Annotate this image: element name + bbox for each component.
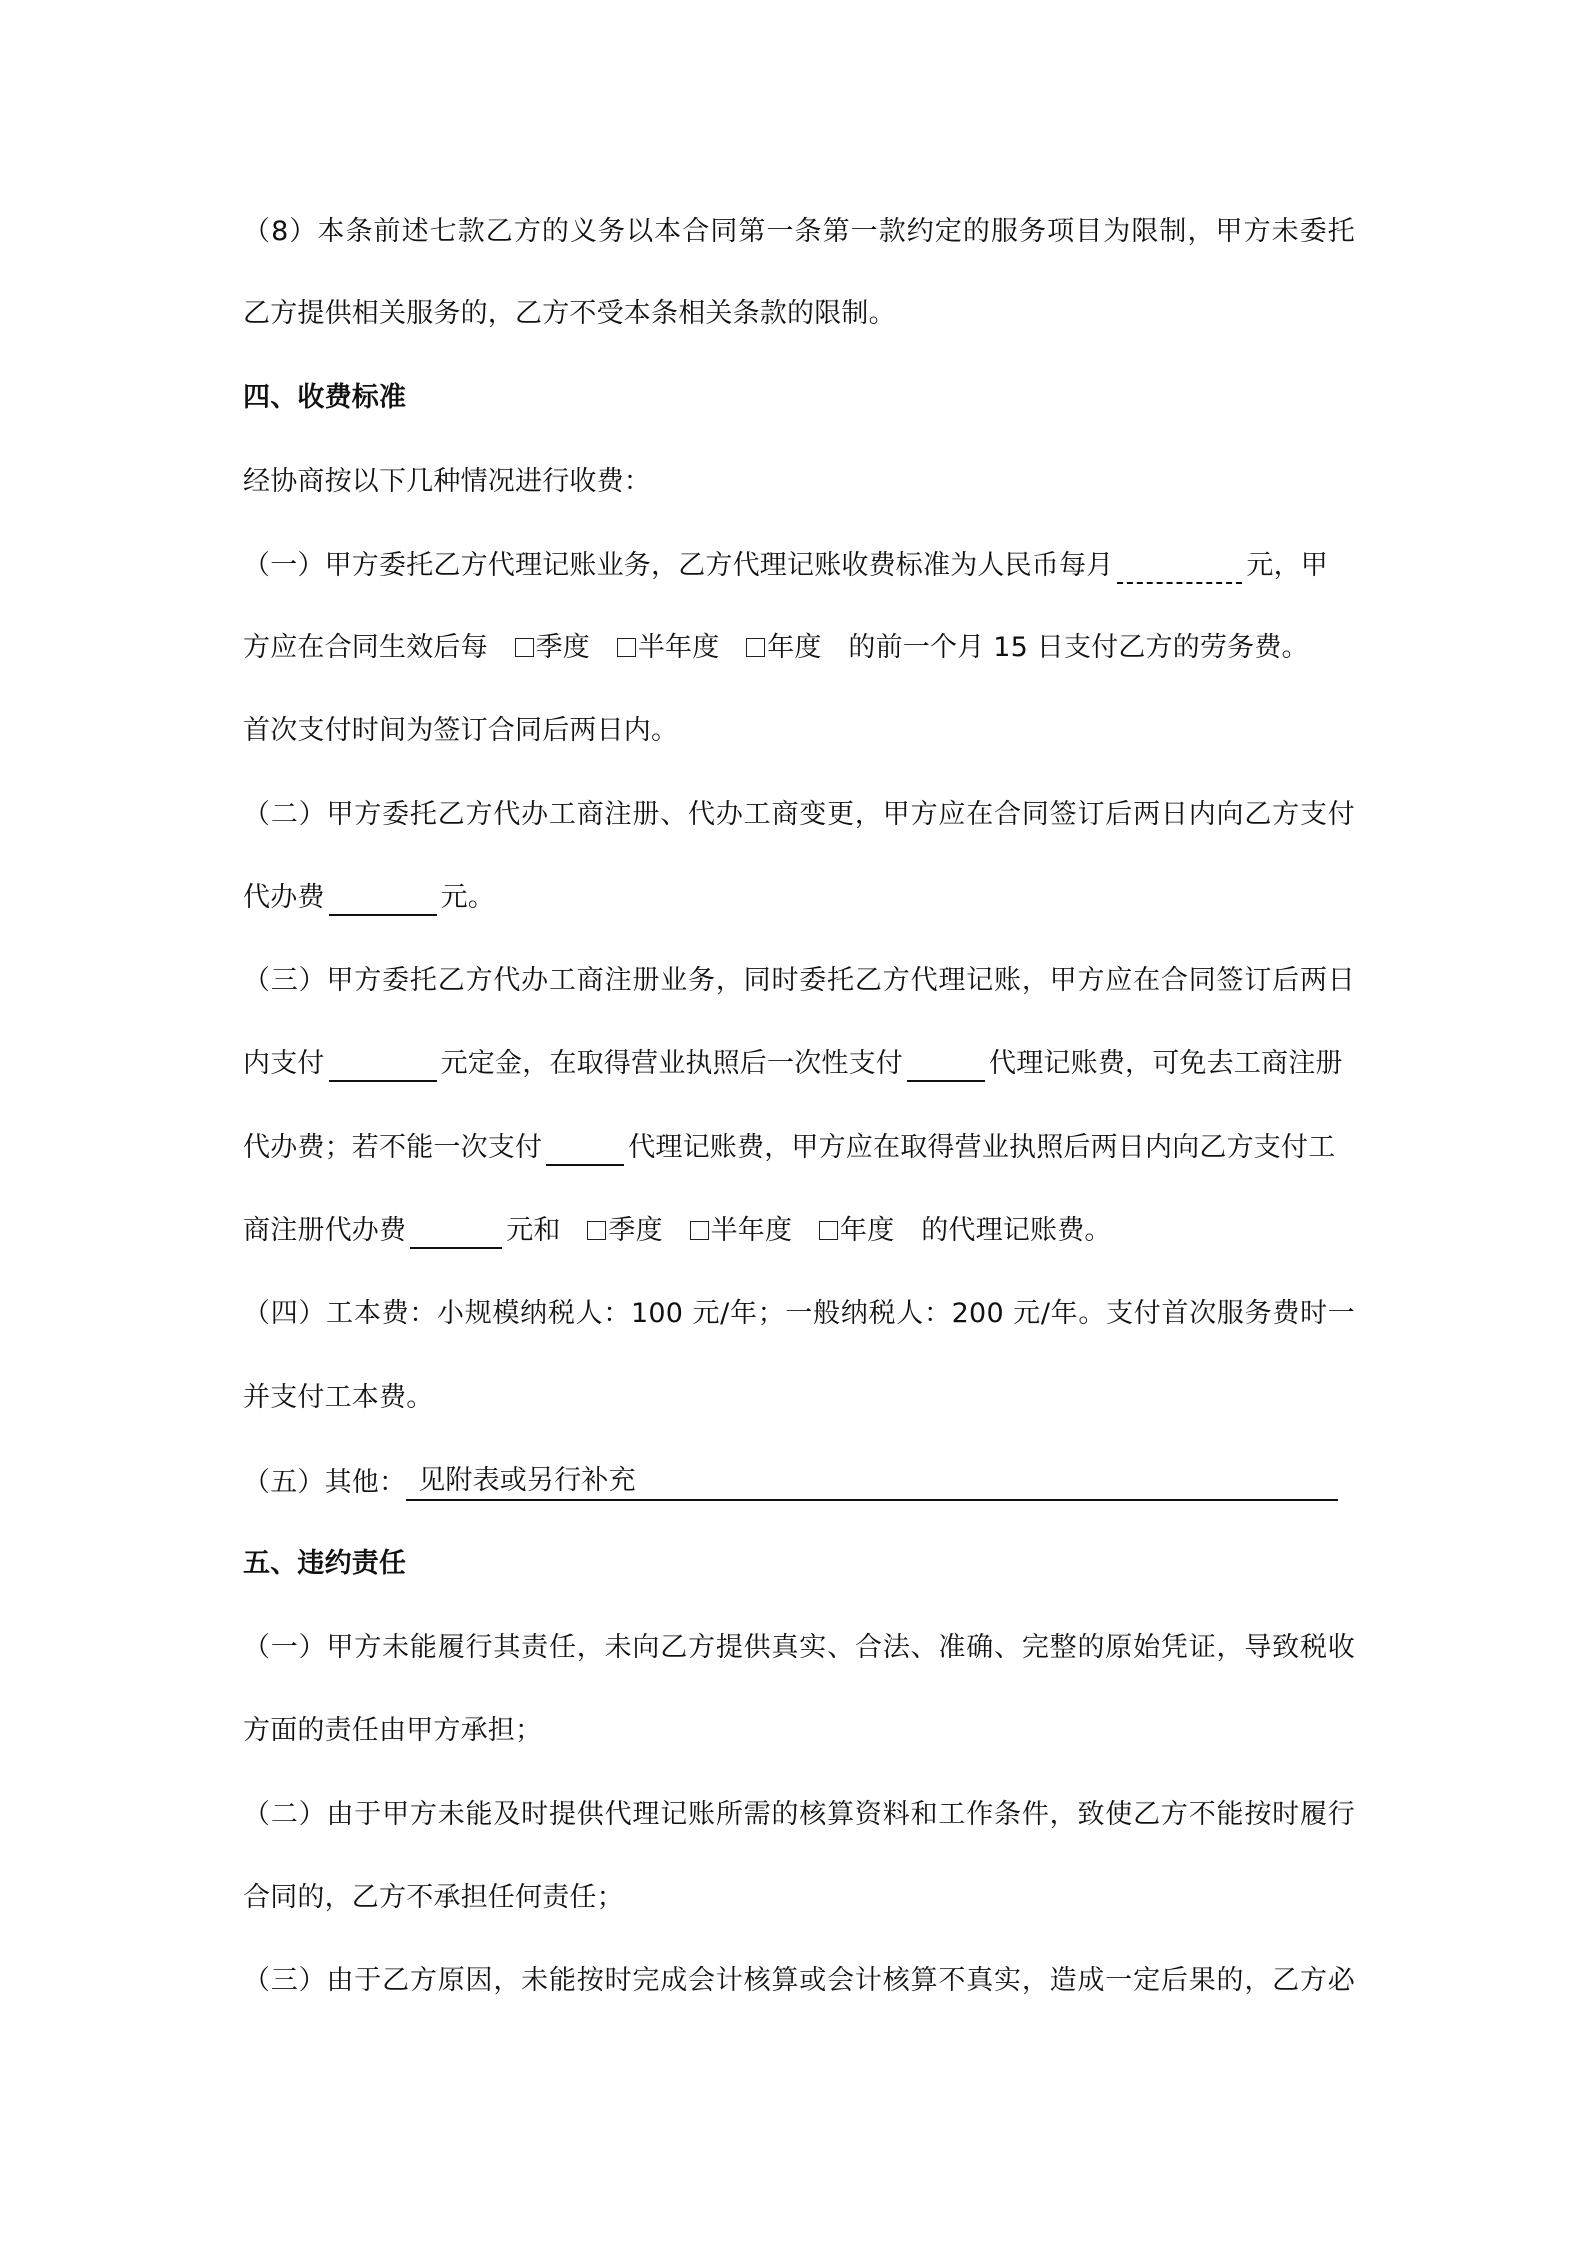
checkbox-icon (617, 638, 636, 657)
fee-1-text-c: 方应在合同生效后每 (243, 632, 488, 663)
checkbox-icon (690, 1221, 709, 1240)
lump-sum-fee-blank[interactable] (907, 1050, 985, 1082)
paragraph-fee-3-line1: （三）甲方委托乙方代办工商注册业务，同时委托乙方代理记账，甲方应在合同签订后两日 (243, 965, 1355, 996)
section-heading-liability: 五、违约责任 (243, 1548, 407, 1579)
paragraph-fee-2-line1: （二）甲方委托乙方代办工商注册、代办工商变更，甲方应在合同签订后两日内向乙方支付 (243, 799, 1355, 830)
monthly-fee-blank[interactable] (1117, 552, 1242, 584)
fee-3-text-c2: 代理记账费，甲方应在取得营业执照后两日内向乙方支付工 (628, 1132, 1336, 1163)
checkbox-yearly[interactable] (746, 632, 821, 663)
paragraph-fee-4-line1: （四）工本费：小规模纳税人：100 元/年；一般纳税人：200 元/年。支付首次服务费时一 (243, 1298, 1355, 1329)
paragraph-liability-2-line2: 合同的，乙方不承担任何责任； (243, 1882, 624, 1913)
fee-3-text-c1: 代办费；若不能一次支付 (243, 1132, 543, 1163)
checkbox-quarterly-2-label: 季度 (608, 1215, 663, 1246)
fee-2-text-b: 代办费 (243, 882, 325, 913)
fee-5-label: （五）其他： (243, 1467, 407, 1498)
paragraph-clause-8-line2: 乙方提供相关服务的，乙方不受本条相关条款的限制。 (243, 298, 896, 329)
checkbox-quarterly-label: 季度 (535, 632, 591, 663)
checkbox-half-year-label: 半年度 (637, 632, 720, 663)
fee-3-text-d1: 商注册代办费 (243, 1215, 407, 1246)
fee-3-text-b1: 内支付 (243, 1048, 325, 1079)
checkbox-icon (819, 1221, 838, 1240)
paragraph-liability-1-line2: 方面的责任由甲方承担； (243, 1715, 543, 1746)
paragraph-fee-3-line4 (243, 1213, 1355, 1249)
paragraph-fee-intro: 经协商按以下几种情况进行收费： (243, 466, 651, 497)
paragraph-liability-2-line1: （二）由于甲方未能及时提供代理记账所需的核算资料和工作条件，致使乙方不能按时履行 (243, 1799, 1355, 1830)
registration-fee-blank[interactable] (410, 1217, 502, 1249)
paragraph-fee-4-line2: 并支付工本费。 (243, 1382, 434, 1413)
section-heading-fee-standard: 四、收费标准 (243, 382, 407, 413)
paragraph-fee-2-line2 (243, 880, 1355, 916)
paragraph-fee-5 (243, 1463, 1355, 1501)
paragraph-fee-1-line3: 首次支付时间为签订合同后两日内。 (243, 715, 679, 746)
checkbox-icon (515, 638, 534, 657)
fee-1-text-d: 的前一个月 15 日支付乙方的劳务费。 (848, 632, 1309, 663)
checkbox-icon (746, 638, 765, 657)
fee-3-text-b2: 元定金，在取得营业执照后一次性支付 (440, 1048, 904, 1079)
agency-fee-blank[interactable] (329, 884, 437, 916)
checkbox-half-year-2[interactable] (690, 1215, 793, 1246)
fee-2-text-c: 元。 (440, 882, 496, 913)
fee-3-text-d2: 元和 (506, 1215, 561, 1246)
other-fee-value: 见附表或另行补充 (418, 1465, 636, 1496)
fee-1-text-a: （一）甲方委托乙方代理记账业务，乙方代理记账收费标准为人民币每月 (243, 550, 1114, 581)
paragraph-fee-3-line3 (243, 1130, 1355, 1166)
fee-1-text-b: 元，甲 (1246, 550, 1329, 581)
checkbox-yearly-label: 年度 (767, 632, 822, 663)
other-fee-field[interactable] (406, 1463, 1338, 1501)
paragraph-clause-8-line1: （8）本条前述七款乙方的义务以本合同第一条第一款约定的服务项目为限制，甲方未委托 (243, 216, 1355, 247)
checkbox-half-year-2-label: 半年度 (710, 1215, 793, 1246)
paragraph-fee-1-line1 (243, 548, 1355, 584)
fee-3-text-b3: 代理记账费，可免去工商注册 (989, 1048, 1343, 1079)
deposit-blank[interactable] (329, 1050, 437, 1082)
bookkeeping-fee-blank[interactable] (546, 1134, 624, 1166)
fee-3-text-d3: 的代理记账费。 (921, 1215, 1112, 1246)
paragraph-fee-1-line2 (243, 630, 1355, 666)
checkbox-quarterly-2[interactable] (587, 1215, 662, 1246)
checkbox-yearly-2[interactable] (819, 1215, 894, 1246)
checkbox-icon (587, 1221, 606, 1240)
paragraph-fee-3-line2 (243, 1046, 1355, 1082)
checkbox-quarterly[interactable] (515, 632, 590, 663)
checkbox-yearly-2-label: 年度 (840, 1215, 895, 1246)
checkbox-half-year[interactable] (617, 632, 720, 663)
paragraph-liability-1-line1: （一）甲方未能履行其责任，未向乙方提供真实、合法、准确、完整的原始凭证，导致税收 (243, 1632, 1355, 1663)
paragraph-liability-3-line1: （三）由于乙方原因，未能按时完成会计核算或会计核算不真实，造成一定后果的，乙方必 (243, 1965, 1355, 1996)
